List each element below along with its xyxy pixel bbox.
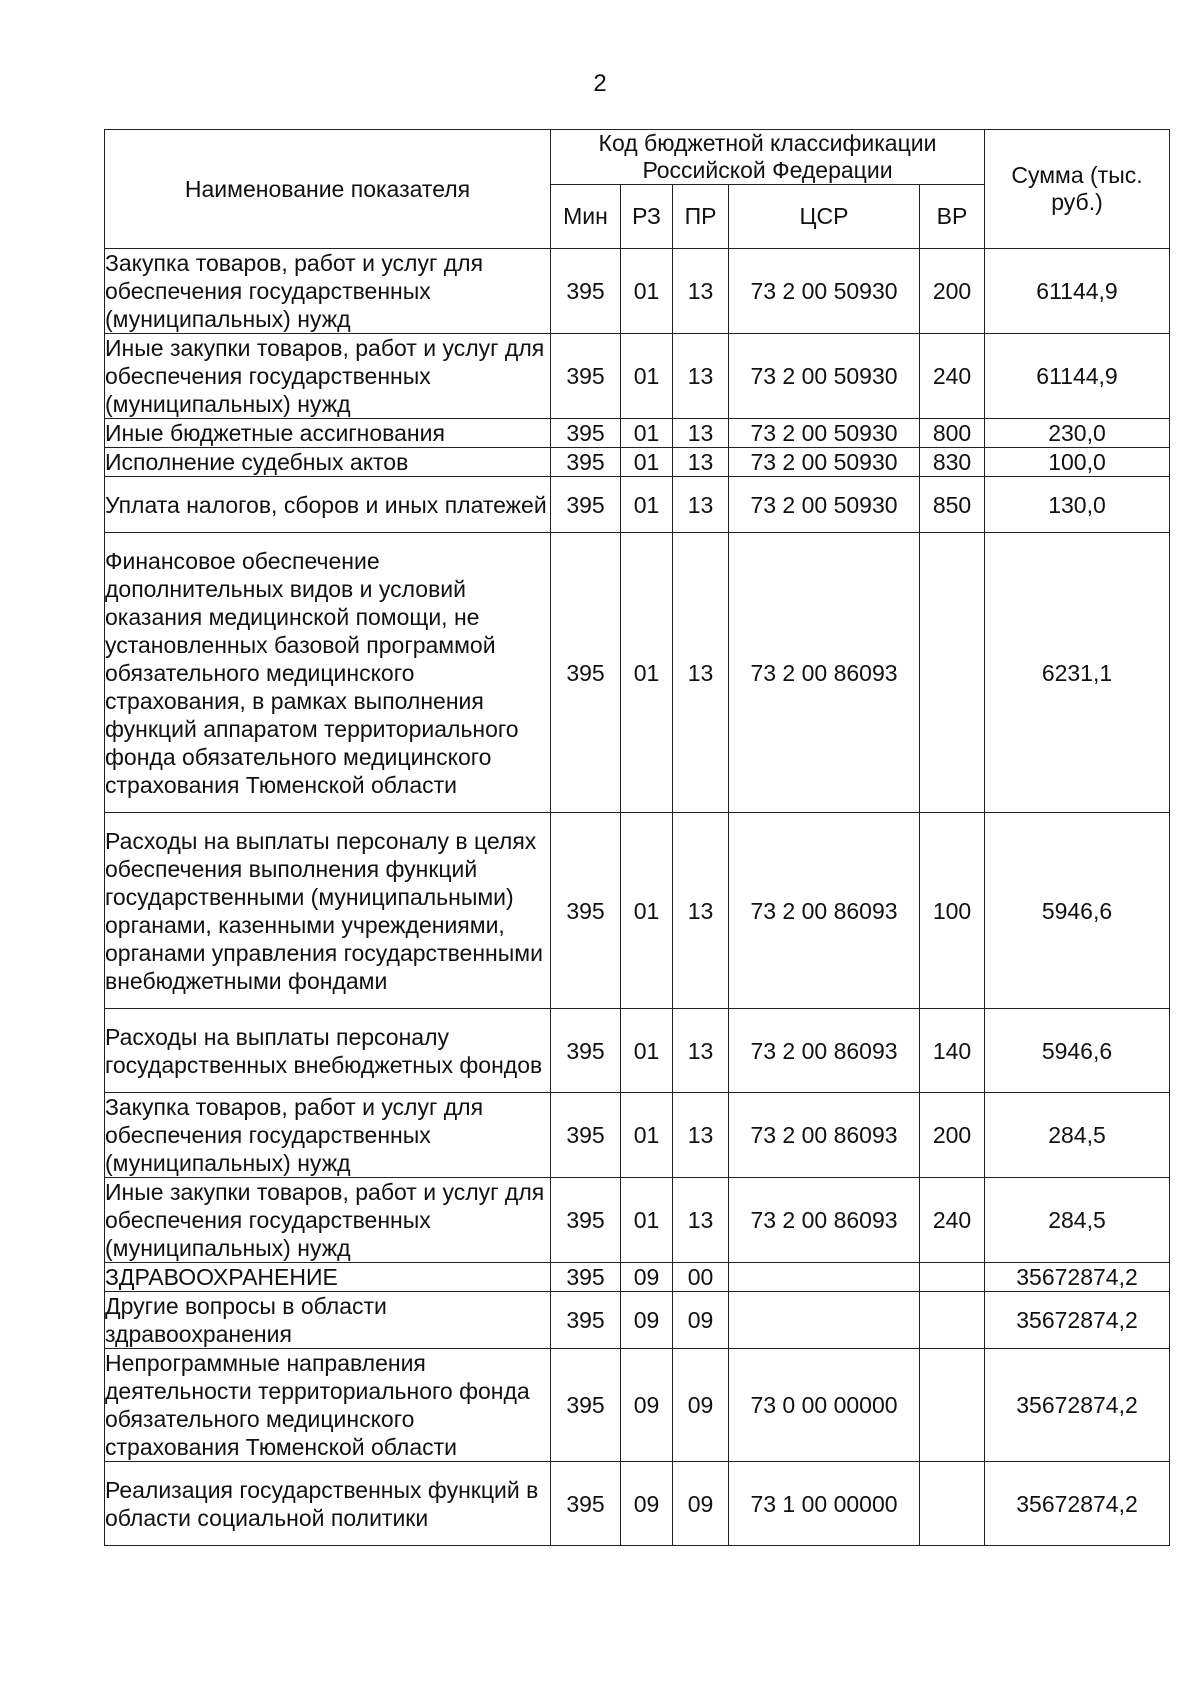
- table-row: [105, 1263, 1170, 1292]
- cell-rz: 09: [621, 1462, 673, 1546]
- cell-vr: [920, 1462, 985, 1546]
- cell-csr: 73 2 00 50930: [729, 334, 920, 419]
- budget-table: [104, 129, 1170, 1546]
- cell-sum: 35672874,2: [985, 1349, 1170, 1462]
- cell-sum: 100,0: [985, 448, 1170, 477]
- table-row: [105, 477, 1170, 533]
- header-min: Мин: [551, 185, 621, 249]
- cell-csr: 73 0 00 00000: [729, 1349, 920, 1462]
- cell-rz: 01: [621, 448, 673, 477]
- cell-pr: 13: [673, 448, 729, 477]
- cell-vr: 200: [920, 1093, 985, 1178]
- table-row: [105, 813, 1170, 1009]
- cell-csr: 73 2 00 50930: [729, 448, 920, 477]
- cell-min: 395: [551, 813, 621, 1009]
- cell-min: 395: [551, 249, 621, 334]
- header-rz: РЗ: [621, 185, 673, 249]
- cell-sum: 5946,6: [985, 1009, 1170, 1093]
- cell-csr: 73 2 00 50930: [729, 249, 920, 334]
- cell-rz: 01: [621, 813, 673, 1009]
- cell-min: 395: [551, 448, 621, 477]
- cell-vr: 140: [920, 1009, 985, 1093]
- cell-sum: 61144,9: [985, 249, 1170, 334]
- cell-name: Расходы на выплаты персоналу в целях обеспечения выполнения функций государственными (муниципальными) органами, казенными учреждениями, органами управления государственными внебюджетными фондами: [105, 813, 551, 1009]
- cell-min: 395: [551, 533, 621, 813]
- cell-pr: 13: [673, 334, 729, 419]
- cell-rz: 09: [621, 1263, 673, 1292]
- cell-vr: [920, 1349, 985, 1462]
- table-row: [105, 419, 1170, 448]
- cell-name: Непрограммные направления деятельности территориального фонда обязательного медицинского страхования Тюменской области: [105, 1349, 551, 1462]
- cell-vr: 200: [920, 249, 985, 334]
- cell-name: Иные бюджетные ассигнования: [105, 419, 551, 448]
- page-number: 2: [593, 70, 607, 97]
- cell-pr: 13: [673, 1009, 729, 1093]
- cell-min: 395: [551, 1462, 621, 1546]
- cell-sum: 5946,6: [985, 813, 1170, 1009]
- cell-sum: 130,0: [985, 477, 1170, 533]
- cell-pr: 09: [673, 1292, 729, 1349]
- cell-pr: 00: [673, 1263, 729, 1292]
- cell-min: 395: [551, 419, 621, 448]
- cell-name: Иные закупки товаров, работ и услуг для обеспечения государственных (муниципальных) нужд: [105, 1178, 551, 1263]
- cell-pr: 09: [673, 1349, 729, 1462]
- cell-sum: 230,0: [985, 419, 1170, 448]
- cell-csr: 73 2 00 50930: [729, 477, 920, 533]
- cell-rz: 01: [621, 1178, 673, 1263]
- cell-name: Уплата налогов, сборов и иных платежей: [105, 477, 551, 533]
- cell-min: 395: [551, 1178, 621, 1263]
- header-sum: Сумма (тыс. руб.): [985, 130, 1170, 249]
- table-body: [105, 249, 1170, 1546]
- header-pr: ПР: [673, 185, 729, 249]
- table-header: [105, 130, 1170, 249]
- cell-sum: 35672874,2: [985, 1292, 1170, 1349]
- cell-name: Другие вопросы в области здравоохранения: [105, 1292, 551, 1349]
- cell-csr: [729, 1263, 920, 1292]
- cell-csr: 73 2 00 86093: [729, 1093, 920, 1178]
- cell-csr: 73 2 00 86093: [729, 1009, 920, 1093]
- cell-pr: 13: [673, 813, 729, 1009]
- cell-min: 395: [551, 477, 621, 533]
- cell-pr: 09: [673, 1462, 729, 1546]
- cell-rz: 01: [621, 533, 673, 813]
- header-vr: ВР: [920, 185, 985, 249]
- cell-pr: 13: [673, 533, 729, 813]
- header-name: Наименование показателя: [105, 130, 551, 249]
- table-row: [105, 1349, 1170, 1462]
- cell-vr: [920, 1263, 985, 1292]
- table-row: [105, 1178, 1170, 1263]
- cell-min: 395: [551, 1349, 621, 1462]
- cell-rz: 01: [621, 249, 673, 334]
- cell-pr: 13: [673, 477, 729, 533]
- table-row: [105, 1009, 1170, 1093]
- cell-min: 395: [551, 1292, 621, 1349]
- cell-sum: 35672874,2: [985, 1462, 1170, 1546]
- cell-pr: 13: [673, 1093, 729, 1178]
- cell-name: Финансовое обеспечение дополнительных видов и условий оказания медицинской помощи, не установленных базовой программой обязательного медицинского страхования, в рамках выполнения функций аппаратом территориального фонда обязательного медицинского страхования Тюменской области: [105, 533, 551, 813]
- cell-csr: 73 2 00 86093: [729, 813, 920, 1009]
- cell-vr: 240: [920, 334, 985, 419]
- cell-rz: 01: [621, 334, 673, 419]
- cell-csr: 73 1 00 00000: [729, 1462, 920, 1546]
- cell-rz: 01: [621, 419, 673, 448]
- cell-csr: [729, 1292, 920, 1349]
- cell-sum: 284,5: [985, 1093, 1170, 1178]
- cell-csr: 73 2 00 86093: [729, 533, 920, 813]
- cell-csr: 73 2 00 50930: [729, 419, 920, 448]
- table-row: [105, 334, 1170, 419]
- table-row: [105, 1093, 1170, 1178]
- table-row: [105, 1462, 1170, 1546]
- cell-name: Исполнение судебных актов: [105, 448, 551, 477]
- table-row: [105, 448, 1170, 477]
- cell-pr: 13: [673, 1178, 729, 1263]
- cell-min: 395: [551, 334, 621, 419]
- cell-pr: 13: [673, 419, 729, 448]
- cell-rz: 01: [621, 1009, 673, 1093]
- cell-pr: 13: [673, 249, 729, 334]
- cell-sum: 61144,9: [985, 334, 1170, 419]
- cell-vr: 830: [920, 448, 985, 477]
- cell-rz: 01: [621, 1093, 673, 1178]
- cell-vr: [920, 533, 985, 813]
- header-code-group: Код бюджетной классификации Российской Федерации: [551, 130, 985, 185]
- table-row: [105, 249, 1170, 334]
- cell-min: 395: [551, 1009, 621, 1093]
- cell-name: ЗДРАВООХРАНЕНИЕ: [105, 1263, 551, 1292]
- table-row: [105, 533, 1170, 813]
- cell-vr: [920, 1292, 985, 1349]
- cell-rz: 09: [621, 1292, 673, 1349]
- cell-name: Закупка товаров, работ и услуг для обеспечения государственных (муниципальных) нужд: [105, 249, 551, 334]
- cell-vr: 850: [920, 477, 985, 533]
- cell-vr: 240: [920, 1178, 985, 1263]
- cell-rz: 01: [621, 477, 673, 533]
- cell-name: Реализация государственных функций в области социальной политики: [105, 1462, 551, 1546]
- cell-vr: 100: [920, 813, 985, 1009]
- cell-min: 395: [551, 1263, 621, 1292]
- cell-sum: 284,5: [985, 1178, 1170, 1263]
- table-row: [105, 1292, 1170, 1349]
- cell-name: Расходы на выплаты персоналу государственных внебюджетных фондов: [105, 1009, 551, 1093]
- cell-name: Иные закупки товаров, работ и услуг для обеспечения государственных (муниципальных) нужд: [105, 334, 551, 419]
- cell-sum: 6231,1: [985, 533, 1170, 813]
- cell-csr: 73 2 00 86093: [729, 1178, 920, 1263]
- cell-name: Закупка товаров, работ и услуг для обеспечения государственных (муниципальных) нужд: [105, 1093, 551, 1178]
- cell-rz: 09: [621, 1349, 673, 1462]
- cell-vr: 800: [920, 419, 985, 448]
- header-csr: ЦСР: [729, 185, 920, 249]
- cell-sum: 35672874,2: [985, 1263, 1170, 1292]
- cell-min: 395: [551, 1093, 621, 1178]
